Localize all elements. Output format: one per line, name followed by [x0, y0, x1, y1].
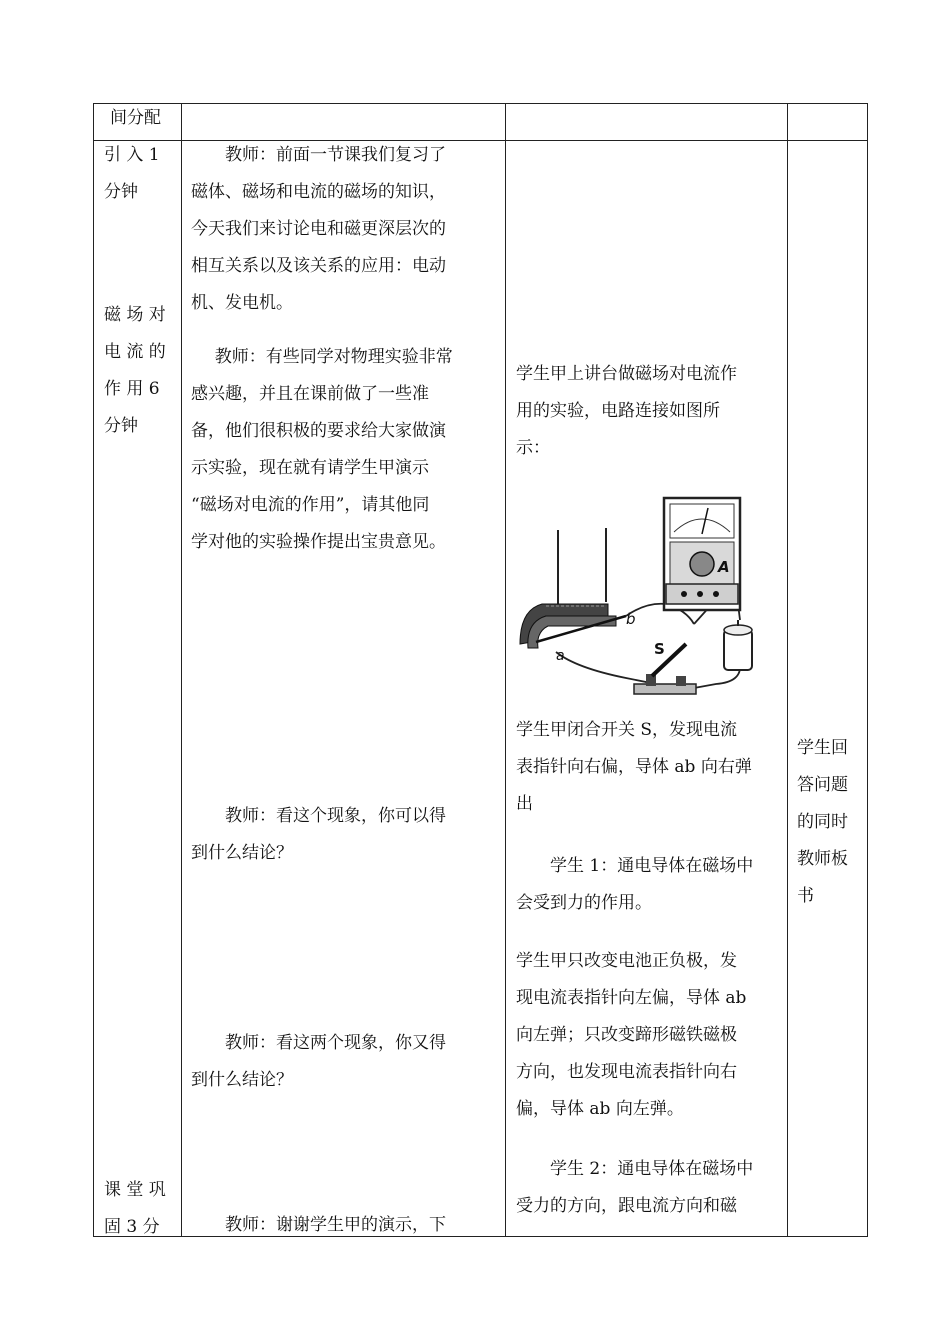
table-border-right	[867, 103, 868, 1237]
label-a: a	[556, 648, 565, 664]
ammeter-icon	[664, 498, 740, 610]
col3-student-1: 学生 1：通电导体在磁场中 会受到力的作用。	[516, 856, 754, 913]
col1-consolidate: 课 堂 巩 固 3 分	[104, 1180, 166, 1237]
col1-magnetic: 磁 场 对 电 流 的 作 用 6 分钟	[104, 305, 166, 436]
table-divider-1	[181, 103, 182, 1237]
horseshoe-magnet-icon	[520, 604, 616, 648]
col2-teacher-thanks: 教师：谢谢学生甲的演示，下	[225, 1215, 446, 1235]
col2-teacher-question-2: 教师：看这两个现象，你又得 到什么结论？	[191, 1033, 446, 1090]
table-divider-3	[787, 103, 788, 1237]
col3-student-2: 学生 2：通电导体在磁场中 受力的方向，跟电流方向和磁	[516, 1159, 754, 1216]
switch-icon	[634, 644, 696, 694]
circuit-diagram	[516, 492, 778, 702]
col3-reverse-battery: 学生甲只改变电池正负极，发 现电流表指针向左偏，导体 ab 向左弹；只改变蹄形磁铁磁极 方向，也发现电流表指针向右 偏，导体 ab 向左弹。	[516, 951, 747, 1119]
table-border-top	[93, 103, 868, 104]
table-border-left	[93, 103, 94, 1237]
col3-close-switch: 学生甲闭合开关 S，发现电流 表指针向右偏，导体 ab 向右弹 出	[516, 720, 752, 814]
battery-icon	[724, 620, 752, 670]
label-b: b	[626, 610, 636, 628]
col2-teacher-intro: 教师：前面一节课我们复习了 磁体、磁场和电流的磁场的知识， 今天我们来讨论电和磁更深层次的 相互关系以及该关系的应用：电动 机、发电机。	[191, 145, 446, 313]
header-cell-time: 间分配	[110, 108, 161, 128]
meter-label: A	[718, 558, 730, 576]
col2-teacher-question-1: 教师：看这个现象，你可以得 到什么结论？	[191, 806, 446, 863]
col2-teacher-demo: 教师：有些同学对物理实验非常 感兴趣，并且在课前做了一些准 备，他们很积极的要求给大家做演 示实验，现在就有请学生甲演示 “磁场对电流的作用”，请其他同 学对他的实验操作提出宝贵意见。	[191, 347, 453, 552]
col4-board-note: 学生回 答问题 的同时 教师板 书	[797, 738, 848, 906]
col3-student-demo: 学生甲上讲台做磁场对电流作 用的实验，电路连接如图所 示：	[516, 364, 737, 458]
label-s: S	[654, 640, 665, 658]
table-divider-2	[505, 103, 506, 1237]
col1-intro: 引 入 1 分钟	[104, 145, 160, 202]
